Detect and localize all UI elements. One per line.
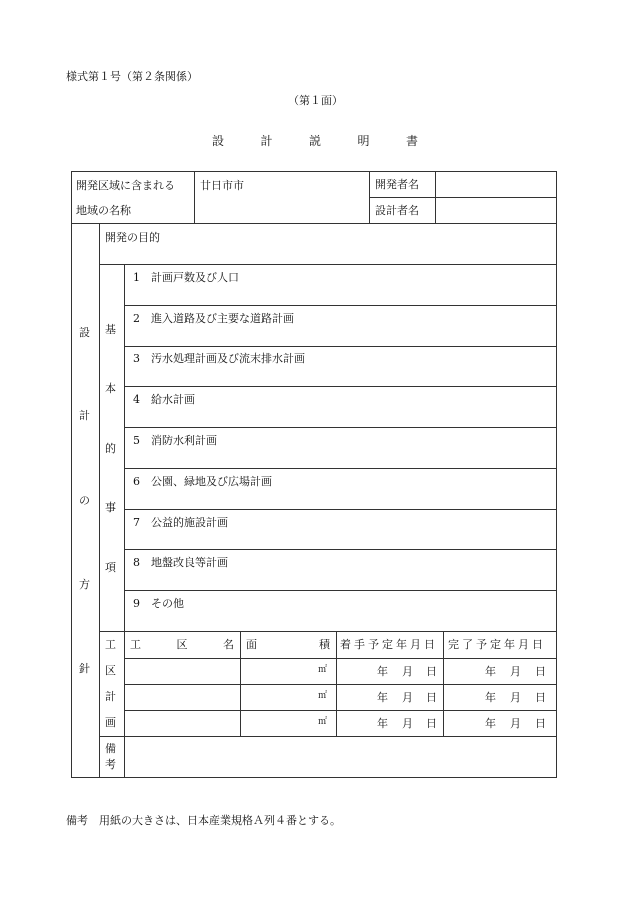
page-number: （第１面） [288, 94, 343, 107]
area-unit: ㎡ [318, 691, 328, 701]
year-label: 年 [377, 665, 388, 678]
basic-item: 8 地盤改良等計画 [133, 556, 228, 569]
col-header-end: 完了予定年月日 [448, 638, 546, 651]
basic-label-char: 事 [105, 501, 116, 514]
title-char: 書 [405, 134, 418, 148]
day-label: 日 [535, 691, 546, 704]
developer-field[interactable] [440, 178, 552, 192]
area-value: 廿日市市 [200, 179, 244, 192]
day-label: 日 [426, 717, 437, 730]
month-label: 月 [510, 717, 521, 730]
side-label-char: 針 [79, 662, 90, 675]
basic-label-char: 基 [105, 323, 116, 336]
footnote: 備考 用紙の大きさは、日本産業規格Ａ列４番とする。 [66, 814, 341, 827]
side-label-char: 方 [79, 578, 90, 591]
basic-item: 4 給水計画 [133, 393, 195, 406]
day-label: 日 [535, 717, 546, 730]
basic-item: 7 公益的施設計画 [133, 516, 228, 529]
month-label: 月 [402, 665, 413, 678]
remarks-label-char: 考 [105, 758, 116, 771]
month-label: 月 [510, 691, 521, 704]
title-char: 設 [212, 134, 225, 148]
basic-label-char: 項 [105, 561, 116, 574]
col-header-start: 着手予定年月日 [340, 638, 438, 651]
title-char: 説 [308, 134, 321, 148]
area-label: 開発区域に含まれる [76, 179, 175, 192]
designer-label: 設計者名 [375, 204, 419, 217]
month-label: 月 [402, 717, 413, 730]
side-label-char: 設 [79, 326, 90, 339]
work-label-char: 画 [105, 716, 116, 729]
basic-item: 2 進入道路及び主要な道路計画 [133, 312, 294, 325]
area-unit: ㎡ [318, 717, 328, 727]
area-unit: ㎡ [318, 665, 328, 675]
day-label: 日 [426, 691, 437, 704]
basic-label-char: 本 [105, 382, 116, 395]
title-char: 計 [260, 134, 273, 148]
basic-item: 3 汚水処理計画及び流末排水計画 [133, 352, 305, 365]
form-number: 様式第１号（第２条関係） [66, 70, 198, 83]
work-label-char: 工 [105, 638, 116, 651]
year-label: 年 [377, 691, 388, 704]
basic-item: 5 消防水利計画 [133, 434, 217, 447]
day-label: 日 [426, 665, 437, 678]
work-label-char: 区 [105, 664, 116, 677]
developer-label: 開発者名 [375, 178, 419, 191]
area-label-2: 地域の名称 [76, 204, 131, 217]
month-label: 月 [402, 691, 413, 704]
day-label: 日 [535, 665, 546, 678]
remarks-field[interactable] [128, 742, 552, 774]
side-label-char: の [79, 494, 90, 507]
basic-item: 6 公園、緑地及び広場計画 [133, 475, 272, 488]
title-char: 明 [357, 134, 370, 148]
designer-field[interactable] [440, 204, 552, 218]
document-title [212, 132, 418, 149]
col-header-area: 面 積 [246, 638, 330, 651]
year-label: 年 [377, 717, 388, 730]
side-label-char: 計 [79, 409, 90, 422]
basic-label-char: 的 [105, 442, 116, 455]
col-header-zone: 工 区 名 [130, 638, 234, 651]
work-label-char: 計 [105, 690, 116, 703]
year-label: 年 [485, 665, 496, 678]
year-label: 年 [485, 717, 496, 730]
zone-name-field[interactable] [128, 716, 236, 732]
zone-name-field[interactable] [128, 690, 236, 706]
remarks-label-char: 備 [105, 742, 116, 755]
zone-name-field[interactable] [128, 664, 236, 680]
basic-item: 9 その他 [133, 597, 184, 610]
purpose-label: 開発の目的 [105, 231, 160, 244]
basic-item: 1 計画戸数及び人口 [133, 271, 239, 284]
year-label: 年 [485, 691, 496, 704]
month-label: 月 [510, 665, 521, 678]
